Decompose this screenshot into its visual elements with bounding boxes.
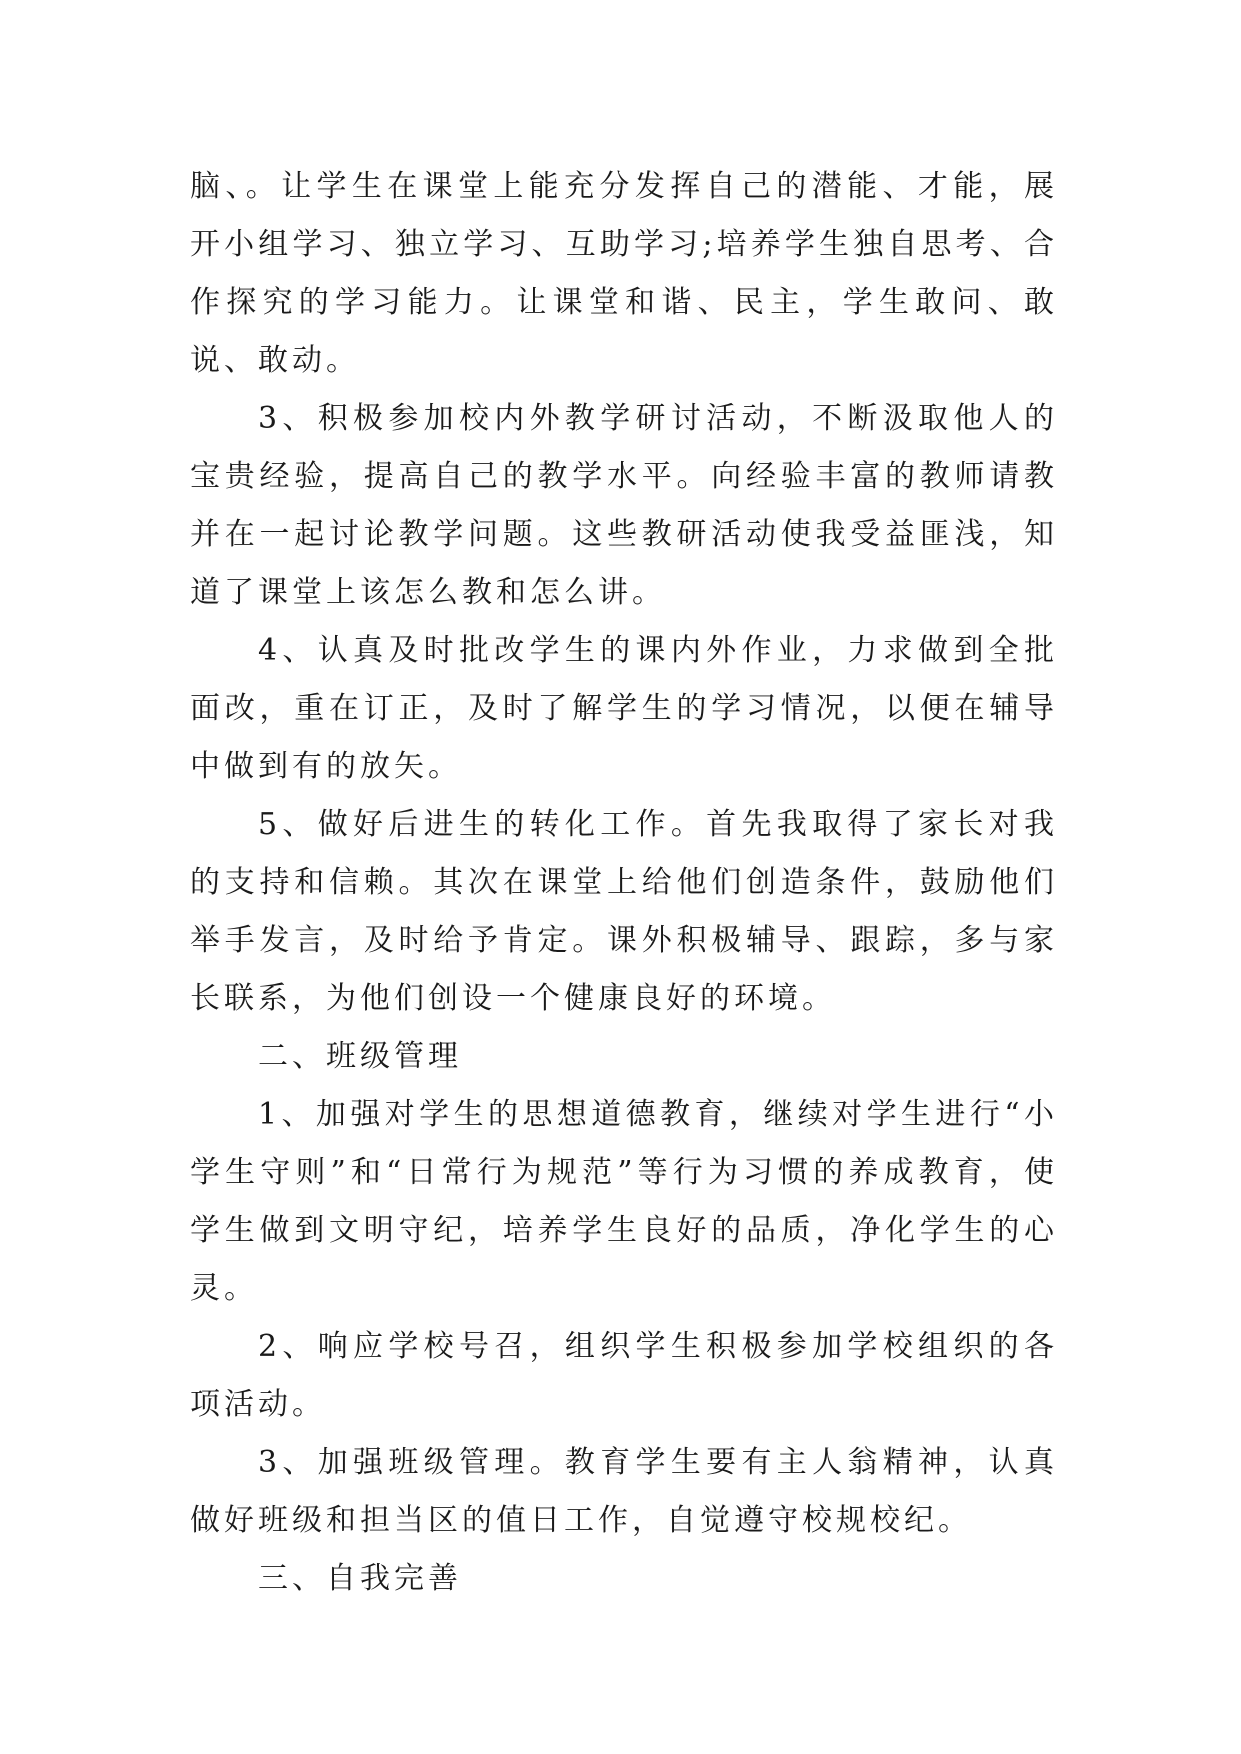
paragraph-item-5-students: 5、做好后进生的转化工作。首先我取得了家长对我的支持和信赖。其次在课堂上给他们创造条件，鼓励他们举手发言，及时给予肯定。课外积极辅导、跟踪，多与家长联系，为他们创设一个健康良好的环境。 [190,807,1058,1016]
paragraph-item-2-activities: 2、响应学校号召，组织学生积极参加学校组织的各项活动。 [190,1329,1058,1422]
section-heading-class-management: 二、班级管理 [258,1039,462,1074]
paragraph-item-3-research: 3、积极参加校内外教学研讨活动，不断汲取他人的宝贵经验，提高自己的教学水平。向经验丰富的教师请教并在一起讨论教学问题。这些教研活动使我受益匪浅，知道了课堂上该怎么教和怎么讲。 [190,401,1058,610]
paragraph-item-3-class-management: 3、加强班级管理。教育学生要有主人翁精神，认真做好班级和担当区的值日工作，自觉遵守校规校纪。 [190,1445,1058,1538]
paragraph-item-1-moral-education: 1、加强对学生的思想道德教育，继续对学生进行“小学生守则”和“日常行为规范”等行为习惯的养成教育，使学生做到文明守纪，培养学生良好的品质，净化学生的心灵。 [190,1097,1058,1306]
paragraph-item-4-homework: 4、认真及时批改学生的课内外作业，力求做到全批面改，重在订正，及时了解学生的学习情况，以便在辅导中做到有的放矢。 [190,633,1058,784]
document-page [190,158,1058,1608]
paragraph-continuation: 脑、。让学生在课堂上能充分发挥自己的潜能、才能，展开小组学习、独立学习、互助学习;培养学生独自思考、合作探究的学习能力。让课堂和谐、民主，学生敢问、敢说、敢动。 [190,169,1058,378]
section-heading-self-improvement: 三、自我完善 [258,1561,462,1596]
